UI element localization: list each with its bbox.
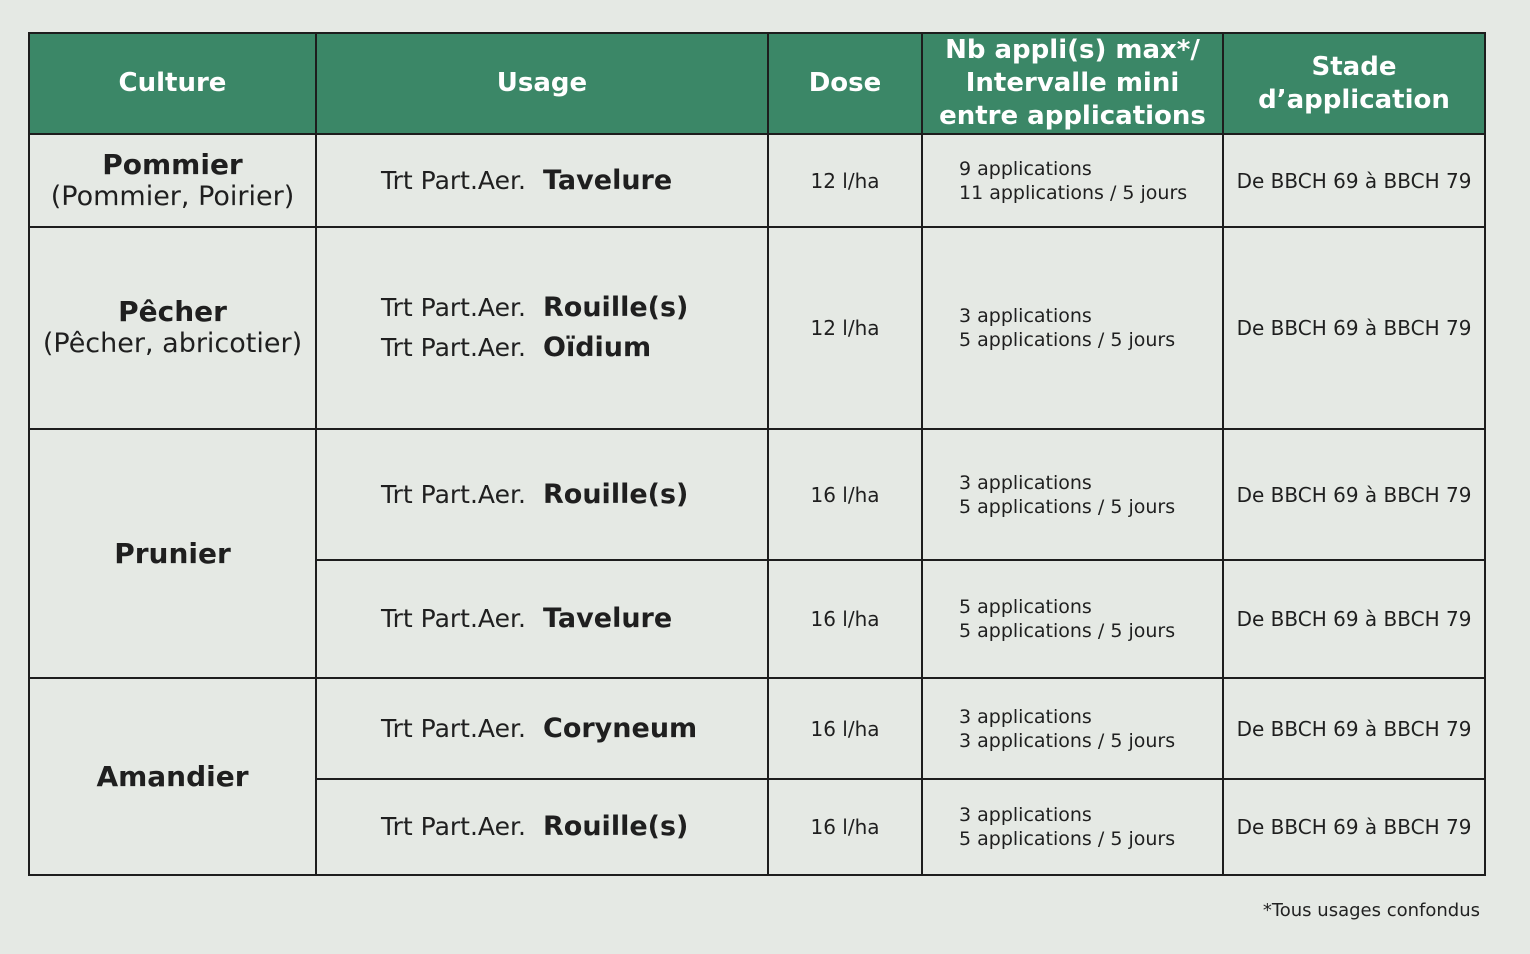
usage-disease: Tavelure — [543, 603, 673, 634]
header-stade — [1223, 33, 1485, 134]
applications-interval: 5 applications / 5 jours — [959, 620, 1176, 642]
usage-cell — [316, 134, 768, 227]
dose-cell: 16 l/ha — [768, 678, 922, 779]
usage-cell — [316, 429, 768, 560]
crop-cell — [29, 227, 316, 429]
usage-line — [317, 709, 767, 749]
dose-cell: 16 l/ha — [768, 779, 922, 875]
crop-cell — [29, 678, 316, 875]
applications-interval: 3 applications / 5 jours — [959, 729, 1176, 752]
crop-cell — [29, 134, 316, 227]
header-stade-line2: d’application — [1258, 84, 1450, 115]
dose-cell: 16 l/ha — [768, 560, 922, 678]
footnote: *Tous usages confondus — [1262, 900, 1480, 921]
header-nb-line3: entre applications — [939, 101, 1206, 131]
applications-max: 3 applications — [959, 305, 1092, 327]
usage-table — [28, 32, 1486, 876]
usage-disease: Rouille(s) — [543, 292, 689, 323]
usage-mode: Trt Part.Aer. — [381, 479, 526, 509]
usage-cell — [316, 779, 768, 875]
crop-cell — [29, 429, 316, 678]
crop-name: Pêcher — [118, 295, 227, 328]
applications-cell — [922, 227, 1223, 429]
header-nb-line1: Nb appli(s) max*/ — [945, 35, 1200, 65]
usage-mode: Trt Part.Aer. — [381, 293, 526, 322]
dose-cell: 16 l/ha — [768, 429, 922, 560]
crop-name: Prunier — [114, 536, 231, 570]
usage-mode: Trt Part.Aer. — [381, 333, 526, 362]
table-row — [29, 678, 1485, 779]
header-dose: Dose — [768, 33, 922, 134]
table-row — [29, 227, 1485, 429]
crop-name: Amandier — [96, 759, 249, 793]
stage-cell: De BBCH 69 à BBCH 79 — [1223, 134, 1485, 227]
usage-mode: Trt Part.Aer. — [381, 713, 526, 743]
usage-disease: Tavelure — [543, 164, 673, 196]
applications-max: 3 applications — [959, 804, 1092, 826]
usage-line — [317, 807, 767, 847]
stage-cell: De BBCH 69 à BBCH 79 — [1223, 678, 1485, 779]
usage-disease: Coryneum — [543, 712, 698, 744]
usage-cell — [316, 227, 768, 429]
usage-cell — [316, 678, 768, 779]
applications-interval: 5 applications / 5 jours — [959, 329, 1176, 351]
stage-cell: De BBCH 69 à BBCH 79 — [1223, 227, 1485, 429]
applications-max: 5 applications — [959, 596, 1092, 618]
header-usage: Usage — [316, 33, 768, 134]
applications-max: 9 applications — [959, 157, 1092, 180]
applications-cell — [922, 678, 1223, 779]
usage-line — [317, 328, 767, 368]
usage-mode: Trt Part.Aer. — [381, 165, 526, 195]
usage-line — [317, 599, 767, 639]
usage-cell — [316, 560, 768, 678]
applications-cell — [922, 779, 1223, 875]
usage-mode: Trt Part.Aer. — [381, 812, 526, 841]
applications-cell — [922, 134, 1223, 227]
usage-line — [317, 288, 767, 328]
applications-interval: 5 applications / 5 jours — [959, 495, 1176, 518]
usage-line — [317, 475, 767, 515]
header-nb-line2: Intervalle mini — [965, 68, 1180, 98]
applications-cell — [922, 429, 1223, 560]
applications-cell — [922, 560, 1223, 678]
table-row — [29, 429, 1485, 560]
applications-interval: 5 applications / 5 jours — [959, 828, 1176, 850]
usage-mode: Trt Part.Aer. — [381, 604, 526, 633]
applications-max: 3 applications — [959, 705, 1092, 728]
header-culture: Culture — [29, 33, 316, 134]
usage-disease: Rouille(s) — [543, 811, 689, 842]
crop-subtitle: (Pommier, Poirier) — [50, 180, 295, 212]
header-stade-line1: Stade — [1311, 51, 1397, 82]
stage-cell: De BBCH 69 à BBCH 79 — [1223, 779, 1485, 875]
usage-disease: Oïdium — [543, 332, 652, 363]
header-nb-applications — [922, 33, 1223, 134]
table-row — [29, 134, 1485, 227]
stage-cell: De BBCH 69 à BBCH 79 — [1223, 560, 1485, 678]
applications-max: 3 applications — [959, 471, 1092, 494]
crop-name: Pommier — [102, 147, 243, 181]
dose-cell: 12 l/ha — [768, 134, 922, 227]
crop-subtitle: (Pêcher, abricotier) — [42, 328, 303, 359]
dose-cell: 12 l/ha — [768, 227, 922, 429]
applications-interval: 11 applications / 5 jours — [959, 181, 1188, 204]
usage-line — [317, 161, 767, 201]
usage-disease: Rouille(s) — [543, 478, 689, 510]
stage-cell: De BBCH 69 à BBCH 79 — [1223, 429, 1485, 560]
header-row — [29, 33, 1485, 134]
